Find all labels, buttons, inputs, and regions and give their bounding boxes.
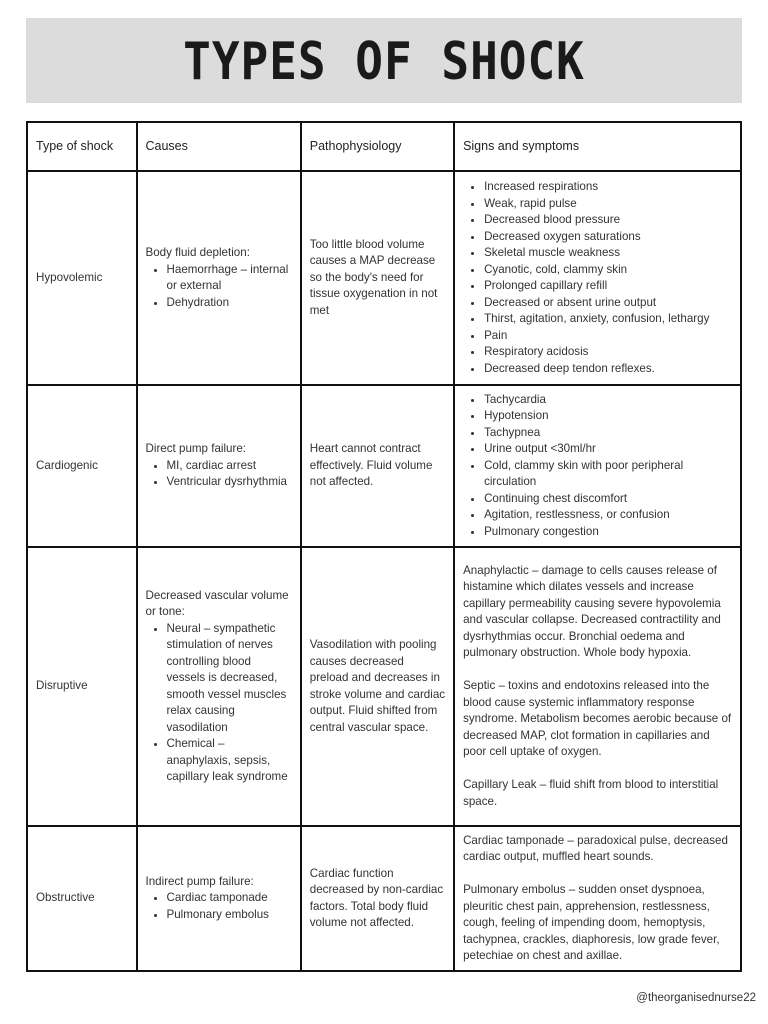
list-item: • Prolonged capillary refill	[484, 278, 732, 295]
list-item: • Agitation, restlessness, or confusion	[484, 507, 732, 524]
table-row-disruptive	[27, 547, 741, 826]
causes-lead: Indirect pump failure:	[145, 874, 254, 888]
shock-table	[26, 121, 742, 972]
list-item: • Decreased or absent urine output	[484, 295, 732, 312]
header-pathophysiology: Pathophysiology	[301, 122, 454, 171]
causes-list	[146, 458, 292, 491]
list-item: • Pulmonary congestion	[484, 524, 732, 541]
pathophysiology-cell: Too little blood volume causes a MAP decrease so the body's need for tissue oxygenation in not met	[301, 171, 454, 385]
table-row-cardiogenic	[27, 385, 741, 547]
pathophysiology-cell: Vasodilation with pooling causes decreased preload and decreases in stroke volume and cardiac output. Fluid shifted from central vascular space.	[301, 547, 454, 826]
signs-paragraph: Pulmonary embolus – sudden onset dyspnoea, pleuritic chest pain, apprehension, restlessness, cough, feeling of impending doom, hemoptysis, tachypnea, crackles, diaphoresis, low grade fever, petechiae on chest and axillae.	[463, 883, 720, 962]
list-item: • Ventricular dysrhythmia	[167, 474, 292, 491]
pathophysiology-cell: Cardiac function decreased by non-cardiac factors. Total body fluid volume not affected.	[301, 826, 454, 971]
author-handle: @theorganisednurse22	[636, 992, 756, 1004]
causes-list	[146, 890, 292, 923]
header-causes: Causes	[137, 122, 301, 171]
list-item: • Haemorrhage – internal or external	[167, 262, 292, 295]
list-item: • Dehydration	[167, 295, 292, 312]
list-item: • Pulmonary embolus	[167, 907, 292, 924]
causes-lead: Body fluid depletion:	[145, 246, 250, 259]
list-item: • Urine output <30ml/hr	[484, 441, 732, 458]
causes-cell	[137, 171, 301, 385]
signs-paragraph: Capillary Leak – fluid shift from blood to interstitial space.	[463, 778, 719, 808]
signs-cell	[454, 547, 741, 826]
title-band	[26, 18, 742, 103]
signs-cell	[454, 171, 741, 385]
header-type: Type of shock	[27, 122, 137, 171]
list-item: • Cardiac tamponade	[167, 890, 292, 907]
signs-paragraph: Septic – toxins and endotoxins released into the blood cause systemic inflammatory response syndrome. Metabolism becomes aerobic because of decreased MAP, clot formation in capillaries and poor cell uptake of oxygen.	[463, 679, 732, 759]
list-item: • Tachycardia	[484, 392, 732, 409]
signs-cell	[454, 826, 741, 971]
causes-list	[146, 621, 292, 786]
causes-cell	[137, 826, 301, 971]
table-row-obstructive	[27, 826, 741, 971]
list-item: • Hypotension	[484, 408, 732, 425]
causes-list	[146, 262, 292, 312]
list-item: • MI, cardiac arrest	[167, 458, 292, 475]
list-item: • Weak, rapid pulse	[484, 196, 732, 213]
list-item: • Respiratory acidosis	[484, 344, 732, 361]
causes-cell	[137, 547, 301, 826]
list-item: • Decreased oxygen saturations	[484, 229, 732, 246]
signs-paragraph: Anaphylactic – damage to cells causes release of histamine which dilates vessels and increase capillary permeability causing severe hypovolemia and vascular collapse. Decreased contractility and dysrhythmias occur. Bronchial oedema and pulmonary obstruction. Whole body hypoxia.	[463, 563, 721, 660]
type-cell: Obstructive	[27, 826, 137, 971]
signs-cell	[454, 385, 741, 547]
list-item: • Decreased deep tendon reflexes.	[484, 361, 732, 378]
table-header-row	[27, 122, 741, 171]
signs-paragraph: Cardiac tamponade – paradoxical pulse, decreased cardiac output, muffled heart sounds.	[463, 833, 728, 863]
type-cell: Cardiogenic	[27, 385, 137, 547]
list-item: • Continuing chest discomfort	[484, 491, 732, 508]
list-item: • Neural – sympathetic stimulation of nerves controlling blood vessels is decreased, smooth vessel muscles relax causing vasodilation	[167, 621, 292, 737]
table-row-hypovolemic	[27, 171, 741, 385]
type-cell: Hypovolemic	[27, 171, 137, 385]
type-cell: Disruptive	[27, 547, 137, 826]
list-item: • Tachypnea	[484, 425, 732, 442]
pathophysiology-cell: Heart cannot contract effectively. Fluid volume not affected.	[301, 385, 454, 547]
signs-list	[463, 392, 732, 541]
list-item: • Skeletal muscle weakness	[484, 245, 732, 262]
causes-cell	[137, 385, 301, 547]
signs-list	[463, 179, 732, 377]
list-item: • Chemical – anaphylaxis, sepsis, capillary leak syndrome	[167, 736, 292, 786]
list-item: • Cyanotic, cold, clammy skin	[484, 262, 732, 279]
causes-lead: Decreased vascular volume or tone:	[145, 588, 289, 618]
page-title: TYPES OF SHOCK	[183, 30, 585, 91]
header-signs: Signs and symptoms	[454, 122, 741, 171]
causes-lead: Direct pump failure:	[145, 442, 247, 456]
list-item: • Pain	[484, 328, 732, 345]
list-item: • Thirst, agitation, anxiety, confusion, lethargy	[484, 311, 732, 328]
list-item: • Decreased blood pressure	[484, 212, 732, 229]
list-item: • Increased respirations	[484, 179, 732, 196]
list-item: • Cold, clammy skin with poor peripheral circulation	[484, 458, 732, 491]
